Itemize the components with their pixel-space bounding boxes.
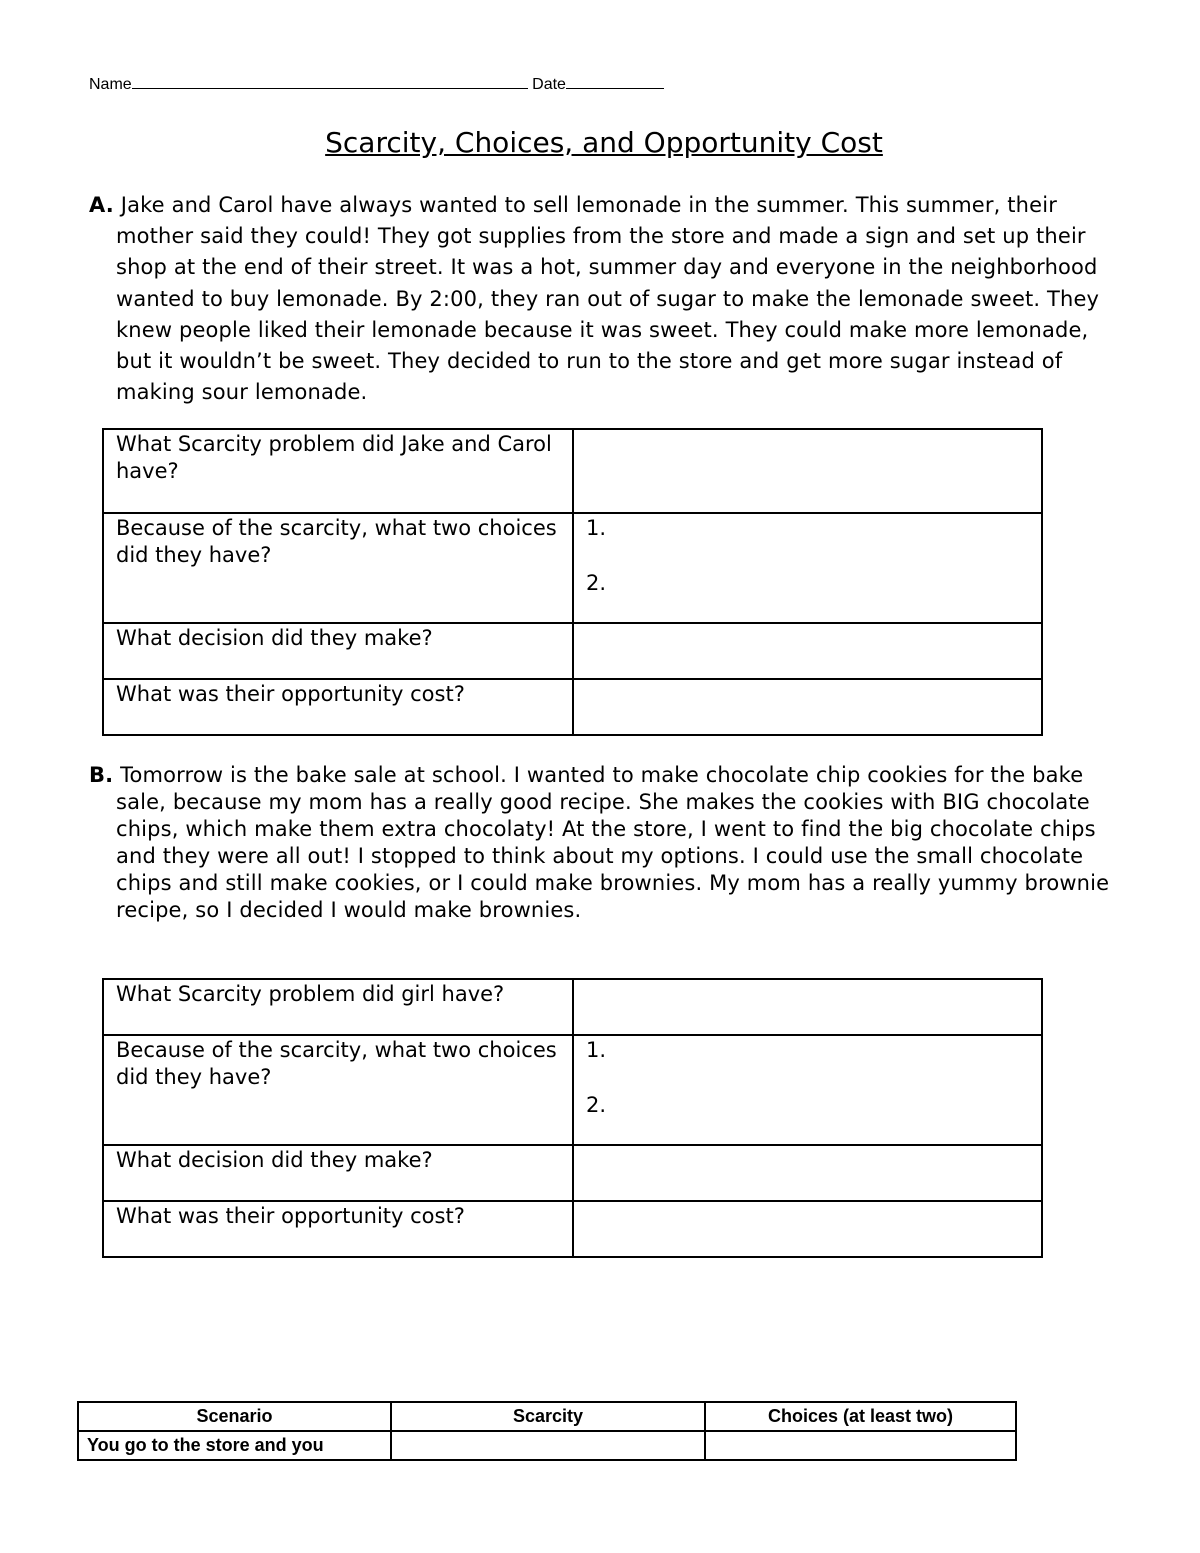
scenario-header: Scenario [78, 1402, 391, 1431]
table-row [103, 623, 1042, 679]
choices-cell[interactable] [705, 1431, 1016, 1460]
section-a-q1: What Scarcity problem did Jake and Carol have? [103, 429, 573, 513]
scarcity-header: Scarcity [391, 1402, 705, 1431]
scarcity-cell[interactable] [391, 1431, 705, 1460]
table-row [103, 1035, 1042, 1145]
section-a-table [102, 428, 1043, 736]
section-a-a3[interactable] [573, 623, 1042, 679]
section-a-a2[interactable] [573, 513, 1042, 623]
section-b-q1: What Scarcity problem did girl have? [103, 979, 573, 1035]
page-title: Scarcity, Choices, and Opportunity Cost [325, 126, 883, 159]
table-row [103, 979, 1042, 1035]
section-b-q3: What decision did they make? [103, 1145, 573, 1201]
section-b-letter: B. [89, 763, 114, 787]
choice-2-label: 2. [586, 571, 607, 595]
choices-header: Choices (at least two) [705, 1402, 1016, 1431]
name-field[interactable] [132, 74, 528, 89]
choice-1-label: 1. [586, 1038, 607, 1062]
section-a-passage [89, 190, 1129, 408]
table-row [103, 679, 1042, 735]
section-b-text: Tomorrow is the bake sale at school. I wanted to make chocolate chip cookies for the bake sale, because my mom has a really good recipe. She makes the cookies with BIG chocolate chips, which make them extra chocolaty! At the store, I went to find the big chocolate chips and they were all out! I stopped to think about my options. I could use the small chocolate chips and still make cookies, or I could make brownies. My mom has a really yummy brownie recipe, so I decided I would make brownies. [116, 763, 1110, 922]
section-b-a4[interactable] [573, 1201, 1042, 1257]
choice-2-label: 2. [586, 1093, 607, 1117]
section-a-a1[interactable] [573, 429, 1042, 513]
section-a-q4: What was their opportunity cost? [103, 679, 573, 735]
name-date-line [89, 74, 664, 94]
section-b-q4: What was their opportunity cost? [103, 1201, 573, 1257]
name-label: Name [89, 76, 132, 93]
section-b-table [102, 978, 1043, 1258]
section-a-q2: Because of the scarcity, what two choices did they have? [103, 513, 573, 623]
section-b-a1[interactable] [573, 979, 1042, 1035]
date-field[interactable] [566, 74, 664, 89]
scenario-table [77, 1401, 1017, 1461]
table-header-row [78, 1402, 1016, 1431]
section-b-a3[interactable] [573, 1145, 1042, 1201]
section-b-q2: Because of the scarcity, what two choices did they have? [103, 1035, 573, 1145]
section-a-text: Jake and Carol have always wanted to sell lemonade in the summer. This summer, their mother said they could! They got supplies from the store and made a sign and set up their shop at the end of their street. It was a hot, summer day and everyone in the neighborhood wanted to buy lemonade. By 2:00, they ran out of sugar to make the lemonade sweet. They knew people liked their lemonade because it was sweet. They could make more lemonade, but it wouldn’t be sweet. They decided to run to the store and get more sugar instead of making sour lemonade. [116, 193, 1100, 405]
table-row [103, 429, 1042, 513]
section-a-a4[interactable] [573, 679, 1042, 735]
section-a-letter: A. [89, 193, 114, 217]
section-a-q3: What decision did they make? [103, 623, 573, 679]
table-row [103, 1145, 1042, 1201]
choice-1-label: 1. [586, 516, 607, 540]
table-row [78, 1431, 1016, 1460]
table-row [103, 1201, 1042, 1257]
scenario-cell: You go to the store and you [78, 1431, 391, 1460]
date-label: Date [532, 76, 566, 93]
section-b-a2[interactable] [573, 1035, 1042, 1145]
section-b-passage [89, 762, 1129, 924]
table-row [103, 513, 1042, 623]
